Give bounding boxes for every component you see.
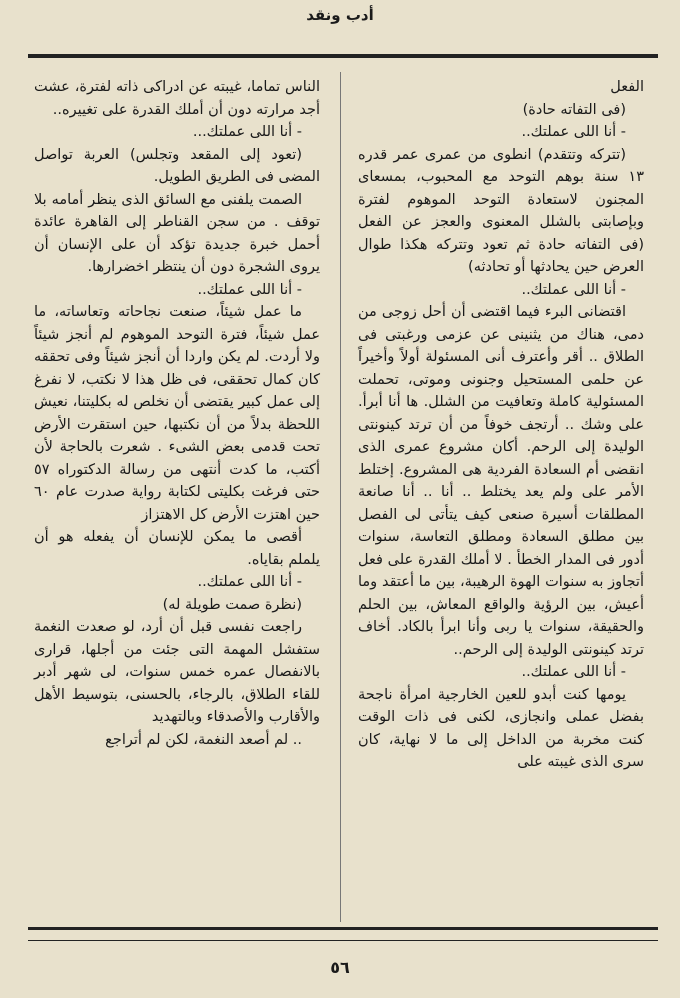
page-number: ٥٦: [330, 958, 350, 977]
section-header: أدب ونقد: [306, 6, 374, 24]
paragraph: (تتركه وتتقدم) انطوى من عمرى عمر قدره ١٣ سنة بوهم التوحد مع المحبوب، بمسعاى المجنون لاستعادة التوحد الموهوم لفترة وبإصابتى بالشلل المعنوى والعجز عن الفعل (فى التفاته حادة ثم تعود وتتركه هكذا طوال العرض حين يحادثها أو تحادثه): [358, 146, 644, 275]
refrain-line: - أنا اللى عملتك..: [521, 281, 626, 298]
paragraph: ما عمل شيئاً، صنعت نجاحاته وتعاساته، ما عمل شيئاً، فترة التوحد الموهوم لم أنجز شيئاً ولا أردت. لم يكن واردا أن أنجز شيئاً وفى تحققه كان كمال تحققى، فى ظل هذا لا نكتب، لا نفرغ إلى عمل كبير يقتضى أن نخلص له بكليتنا، نعيش اللحظة بدلاً من أن نكتبها، حين استقرت الأرض تحت قدمى بعض الشىء . شعرت بالحاجة لأن أكتب، ما كدت أنتهى من رسالة الدكتوراه ٥٧ حتى فرغت بكليتى لكتابة رواية صدرت عام ٦٠ حين اهتزت الأرض كل الاهتزاز: [34, 304, 320, 523]
paragraph: يومها كنت أبدو للعين الخارجية امرأة ناجحة بفضل عملى وانجازى، لكنى فى ذات الوقت كنت مخربة من الداخل إلى ما لا نهاية، كان سرى الذى غيبته على: [358, 686, 644, 770]
paragraph: راجعت نفسى قبل أن أرد، لو صعدت النغمة ستفشل المهمة التى جئت من أجلها، قرارى بالانفصال عمره خمس سنوات، لى شهر أدبر للقاء الطلاق، بالرجاء، بالحسنى، بتوسيط الأهل والأقارب والأصدقاء وبالتهديد: [34, 619, 320, 725]
refrain-line: - أنا اللى عملتك..: [197, 281, 302, 298]
refrain-line: - أنا اللى عملتك..: [521, 664, 626, 680]
paragraph: اقتضانى البرء فيما اقتضى أن أحل زوجى من دمى، هناك من يثنينى عن عزمى ورغبتى فى الطلاق .. أقر وأعترف أنى المسئولة أولاً وأخيراً عن حلمى المستحيل وجنونى وموتى، تحملت المسئولية كاملة وتعافيت من الشلل. ها أنا أبرأ. على وشك .. أرتجف خوفاً من أن ترتد كينونتى الوليدة إلى الرحم. أكان مشروع عمرى الذى انقضى أم السعادة الفردية هى المشروع. إختلط الأمر على ولم يعد يختلط .. أنا .. أنا صانعة المطلقات أسيرة صنعى كيف يتأتى لى الفصل بين مطلق السعادة ومطلق التعاسة، سنوات أدور فى المدار الخطأ . لا أملك القدرة على فعل أتجاوز به سنوات الهوة الرهيبة، بين ما أعتقد وما أعيش، بين الرؤية والواقع المعاش، بين الحلم والحقيقة، سنوات يا ربى وأنا ابرأ بالكاد. أخاف ترتد كينونتى الوليدة إلى الرحم..: [358, 304, 644, 658]
stage-direction: (تعود إلى المقعد وتجلس) العربة تواصل المضى فى الطريق الطويل.: [34, 146, 320, 185]
paragraph: الفعل: [610, 79, 644, 95]
paragraph: .. لم أصعد النغمة، لكن لم أتراجع: [105, 731, 302, 748]
right-column: [358, 76, 644, 774]
paragraph: أقصى ما يمكن للإنسان أن يفعله هو أن يلملم بقاياه.: [34, 529, 320, 568]
top-rule: [28, 54, 658, 58]
bottom-rule-thin: [28, 940, 658, 941]
refrain-line: - أنا اللى عملتك..: [197, 574, 302, 590]
refrain-line: - أنا اللى عملتك...: [192, 124, 302, 140]
stage-direction: (فى التفاته حادة): [522, 101, 626, 118]
refrain-line: - أنا اللى عملتك..: [521, 124, 626, 140]
bottom-rule: [28, 927, 658, 930]
left-column: [34, 76, 320, 751]
paragraph: الناس تماما، غيبته عن ادراكى ذاته لفترة، عشت أجد مرارته دون أن أملك القدرة على تغييره..: [34, 79, 320, 118]
column-divider: [340, 72, 341, 922]
stage-direction: (نظرة صمت طويلة له): [162, 596, 302, 613]
paragraph: الصمت يلفنى مع السائق الذى ينظر أمامه بلا توقف . من سجن القناطر إلى القاهرة عائدة أحمل خبرة جديدة تؤكد أن على الإنسان أن يروى الشجرة دون أن ينتظر اخضرارها.: [34, 191, 320, 275]
